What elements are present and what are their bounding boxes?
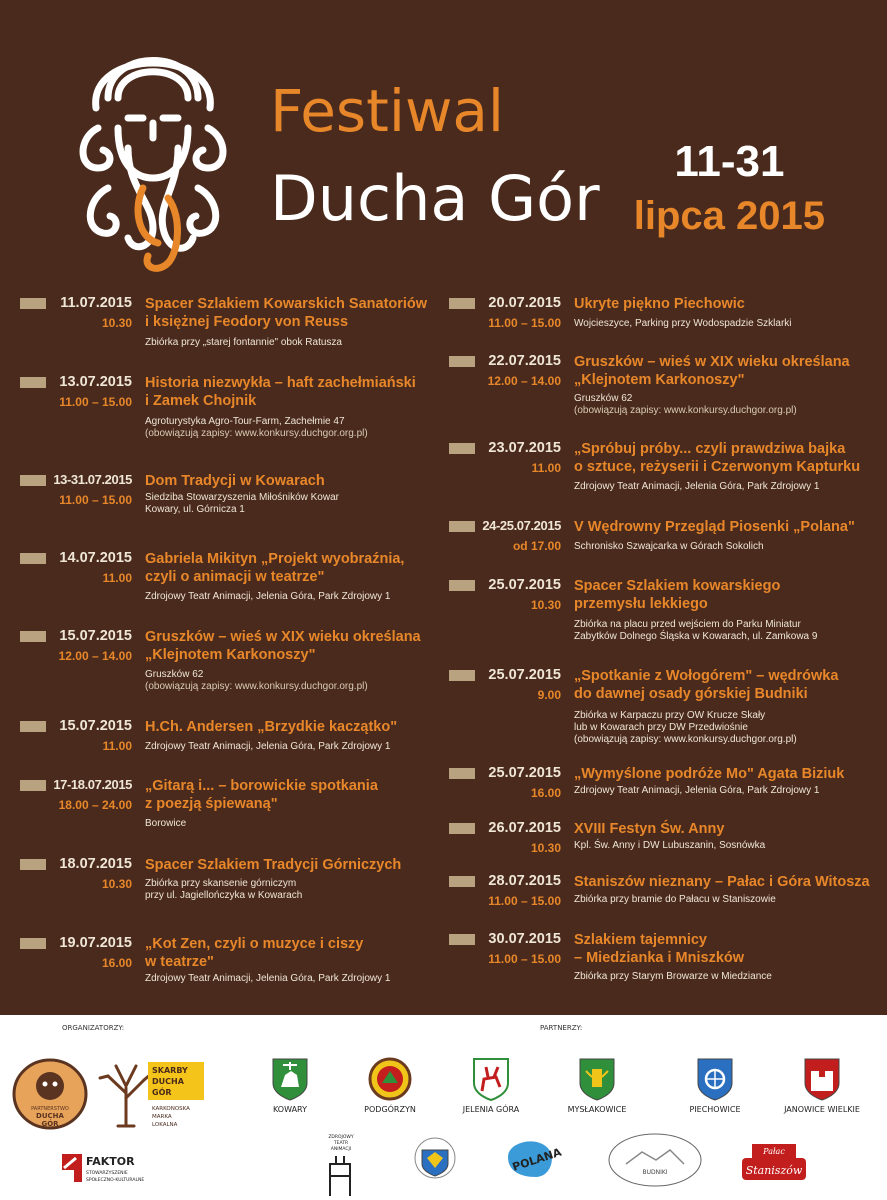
- org3-line2: STOWARZYSZENIE: [86, 1171, 128, 1176]
- event-title: Spacer Szlakiem Kowarskich Sanatoriów i księżnej Feodory von Reuss: [145, 296, 428, 330]
- event-note: (obowiązują zapisy: www.konkursy.duchgor.org.pl): [145, 681, 368, 692]
- event-place: Zdrojowy Teatr Animacji, Jelenia Góra, Park Zdrojowy 1: [145, 591, 391, 602]
- event-title: Spacer Szlakiem kowarskiego przemysłu lekkiego: [574, 578, 781, 612]
- event-place-text: Gruszków 62: [145, 669, 204, 680]
- event-place: Zbiórka przy bramie do Pałacu w Staniszowie: [574, 894, 776, 905]
- event-title: Gabriela Mikityn „Projekt wyobraźnia, czyli o animacji w teatrze": [145, 551, 405, 585]
- event-title: Spacer Szlakiem Tradycji Górniczych: [145, 857, 402, 873]
- event-title: XVIII Festyn Św. Anny: [574, 821, 725, 837]
- event-place-text: Agroturystyka Agro-Tour-Farm, Zachełmie 47: [145, 416, 345, 427]
- org2-line4: KARKONOSKA: [152, 1106, 190, 1112]
- event-time: 12.00 – 14.00: [58, 649, 132, 663]
- event-title: „Kot Zen, czyli o muzyce i ciszy w teatrze": [145, 936, 364, 970]
- event-title: „Wymyślone podróże Mo" Agata Biziuk: [574, 766, 845, 782]
- org1-line1: PARTNERSTWO: [31, 1106, 69, 1112]
- faktor-logo: [58, 1148, 148, 1188]
- partner-piechowice: [670, 1057, 760, 1114]
- event-date: 26.07.2015: [488, 820, 561, 836]
- event-title: Staniszów nieznany – Pałac i Góra Witosza: [574, 874, 870, 890]
- event-time: 18.00 – 24.00: [58, 798, 132, 812]
- org2-line3: GÓR: [152, 1088, 172, 1097]
- event-title: „Spróbuj próby... czyli prawdziwa bajka o sztuce, reżyserii i Czerwonym Kapturku: [574, 441, 861, 475]
- sponsor1-line3: ANIMACJI: [330, 1147, 352, 1152]
- herb-seal-logo: [410, 1128, 460, 1194]
- palac-staniszow-logo: [738, 1130, 810, 1188]
- event-date: 14.07.2015: [59, 550, 132, 566]
- palac-text: Pałac: [763, 1147, 785, 1156]
- polana-logo: [502, 1133, 570, 1183]
- partner-janowice-wielkie: [777, 1057, 867, 1114]
- event-place: Zdrojowy Teatr Animacji, Jelenia Góra, Park Zdrojowy 1: [574, 481, 820, 492]
- event-title: Szlakiem tajemnicy – Miedzianka i Mniszków: [574, 932, 745, 966]
- event-time: 10.30: [101, 316, 132, 330]
- staniszow-text: Staniszów: [745, 1164, 803, 1177]
- myslakowice-crest-icon: [578, 1057, 616, 1101]
- event-time: 10.30: [530, 598, 561, 612]
- event-title: „Spotkanie z Wołogórem" – wędrówka do dawnej osady górskiej Budniki: [574, 668, 839, 702]
- festival-title-line1: Festiwal: [270, 77, 505, 145]
- piechowice-crest-icon: [696, 1057, 734, 1101]
- partner-name: PODGÓRZYN: [364, 1105, 416, 1114]
- event-place: [145, 416, 455, 440]
- event-place: Zbiórka przy „starej fontannie" obok Ratusza: [145, 337, 342, 348]
- partner-kowary: [245, 1057, 335, 1114]
- org2-line2: DUCHA: [152, 1077, 184, 1086]
- event-time: 11.00 – 15.00: [488, 316, 561, 330]
- org1-line2: DUCHA: [36, 1112, 64, 1120]
- event-date: 11.07.2015: [60, 295, 132, 311]
- event-time: 11.00: [531, 461, 561, 475]
- event-title: Historia niezwykła – haft zachełmiański i Zamek Chojnik: [145, 375, 416, 409]
- event-date: 28.07.2015: [488, 873, 561, 889]
- partner-name: MYSŁAKOWICE: [567, 1105, 627, 1114]
- polana-text: POLANA: [510, 1145, 564, 1174]
- event-date: 23.07.2015: [488, 440, 561, 456]
- event-time: 16.00: [101, 956, 132, 970]
- event-place: Siedziba Stowarzyszenia Miłośników Kowar Kowary, ul. Górnicza 1: [145, 492, 339, 515]
- event-date: 15.07.2015: [59, 718, 132, 734]
- partner-name: KOWARY: [273, 1105, 307, 1114]
- organizers-label: ORGANIZATORZY:: [62, 1024, 125, 1032]
- partners-label: PARTNERZY:: [540, 1024, 583, 1032]
- festival-dates: [633, 137, 825, 238]
- event-place: Kpl. Św. Anny i DW Lubuszanin, Sosnówka: [574, 840, 766, 851]
- event-place: Zdrojowy Teatr Animacji, Jelenia Góra, Park Zdrojowy 1: [145, 741, 391, 752]
- event-date: 24-25.07.2015: [482, 518, 561, 533]
- sponsors-footer: [0, 1015, 887, 1200]
- event-time: 11.00 – 15.00: [488, 952, 561, 966]
- event-title: Gruszków – wieś w XIX wieku określana „Klejnotem Karkonoszy": [145, 629, 421, 663]
- org2-line5: MARKA: [152, 1114, 172, 1120]
- festival-title-line2: Ducha Gór: [270, 162, 600, 235]
- event-date: 20.07.2015: [488, 295, 561, 311]
- event-place: Zbiórka przy Starym Browarze w Miedziance: [574, 971, 772, 982]
- event-time: 11.00 – 15.00: [59, 493, 132, 507]
- event-place: Wojcieszyce, Parking przy Wodospadzie Szklarki: [574, 318, 792, 329]
- org1-line3: GÓR: [41, 1120, 59, 1128]
- event-time: 11.00: [102, 571, 132, 585]
- partner-myslakowice: [552, 1057, 642, 1114]
- event-date: 25.07.2015: [488, 667, 561, 683]
- podgorzyn-crest-icon: [368, 1057, 412, 1101]
- partner-jelenia-gora: [446, 1057, 536, 1114]
- budniki-logo: [606, 1130, 704, 1190]
- sponsor1-line1: ZDROJOWY: [328, 1135, 354, 1140]
- event-time: 9.00: [537, 688, 561, 702]
- partner-podgorzyn: [345, 1057, 435, 1114]
- budniki-text: BUDNIKI: [642, 1169, 668, 1176]
- event-title: „Gitarą i... – borowickie spotkania z poezją śpiewaną": [145, 778, 378, 812]
- event-place: [145, 669, 455, 693]
- event-place: Zbiórka na placu przed wejściem do Parku Miniatur Zabytków Dolnego Śląska w Kowarach, ul. Zamkowa 9: [574, 619, 818, 642]
- event-note: (obowiązują zapisy: www.konkursy.duchgor.org.pl): [574, 405, 797, 416]
- event-title: Gruszków – wieś w XIX wieku określana „Klejnotem Karkonoszy": [574, 354, 850, 388]
- event-place: Zbiórka w Karpaczu przy OW Krucze Skały lub w Kowarach przy DW Przedwiośnie (obowiązują zapisy: www.konkursy.duchgor.org.pl): [574, 710, 797, 745]
- jelenia-gora-crest-icon: [472, 1057, 510, 1101]
- event-title: Ukryte piękno Piechowic: [574, 296, 745, 312]
- event-place: Zbiórka przy skansenie górniczym przy ul. Jagiellończyka w Kowarach: [145, 878, 303, 901]
- event-title: Dom Tradycji w Kowarach: [145, 473, 325, 489]
- partner-name: PIECHOWICE: [689, 1105, 741, 1114]
- event-title: V Wędrowny Przegląd Piosenki „Polana": [574, 519, 855, 535]
- event-place-text: Gruszków 62: [574, 393, 633, 404]
- event-date: 30.07.2015: [488, 931, 561, 947]
- org2-line1: SKARBY: [152, 1066, 188, 1075]
- event-time: 10.30: [101, 877, 132, 891]
- event-date: 17-18.07.2015: [53, 777, 132, 792]
- event-note: (obowiązują zapisy: www.konkursy.duchgor.org.pl): [145, 428, 368, 439]
- event-date: 19.07.2015: [59, 935, 132, 951]
- event-time: od 17.00: [512, 539, 561, 553]
- zdrojowy-teatr-animacji-logo: [318, 1130, 364, 1198]
- partner-name: JELENIA GÓRA: [462, 1105, 520, 1114]
- event-date: 22.07.2015: [488, 353, 561, 369]
- event-date: 25.07.2015: [488, 765, 561, 781]
- partner-name: JANOWICE WIELKIE: [784, 1105, 860, 1114]
- event-time: 11.00: [102, 739, 132, 753]
- event-date: 15.07.2015: [59, 628, 132, 644]
- date-range: 11-31: [674, 137, 785, 186]
- event-time: 16.00: [530, 786, 561, 800]
- event-time: 11.00 – 15.00: [59, 395, 132, 409]
- event-place: Schronisko Szwajcarka w Górach Sokolich: [574, 541, 764, 552]
- event-date: 18.07.2015: [59, 856, 132, 872]
- org3-line3: SPOŁECZNO-KULTURALNE: [86, 1178, 145, 1183]
- kowary-crest-icon: [271, 1057, 309, 1101]
- partnerstwo-ducha-gor-logo: [12, 1058, 88, 1130]
- event-place: Zdrojowy Teatr Animacji, Jelenia Góra, Park Zdrojowy 1: [574, 785, 820, 796]
- event-time: 11.00 – 15.00: [488, 894, 561, 908]
- event-place: [574, 393, 884, 417]
- event-time: 10.30: [530, 841, 561, 855]
- org3-line1: FAKTOR: [86, 1155, 135, 1168]
- org2-line6: LOKALNA: [152, 1122, 178, 1128]
- event-place: Zdrojowy Teatr Animacji, Jelenia Góra, Park Zdrojowy 1: [145, 973, 391, 984]
- event-place: Borowice: [145, 818, 187, 829]
- skarby-ducha-gor-logo: [96, 1058, 211, 1130]
- spirit-face-logo: [68, 28, 238, 278]
- event-date: 25.07.2015: [488, 577, 561, 593]
- event-date: 13-31.07.2015: [53, 472, 132, 487]
- sponsor1-line2: TEATR: [333, 1141, 349, 1146]
- event-time: 12.00 – 14.00: [487, 374, 561, 388]
- event-date: 13.07.2015: [59, 374, 132, 390]
- janowice-wielkie-crest-icon: [803, 1057, 841, 1101]
- event-title: H.Ch. Andersen „Brzydkie kaczątko": [145, 719, 398, 735]
- date-month: lipca 2015: [633, 194, 825, 238]
